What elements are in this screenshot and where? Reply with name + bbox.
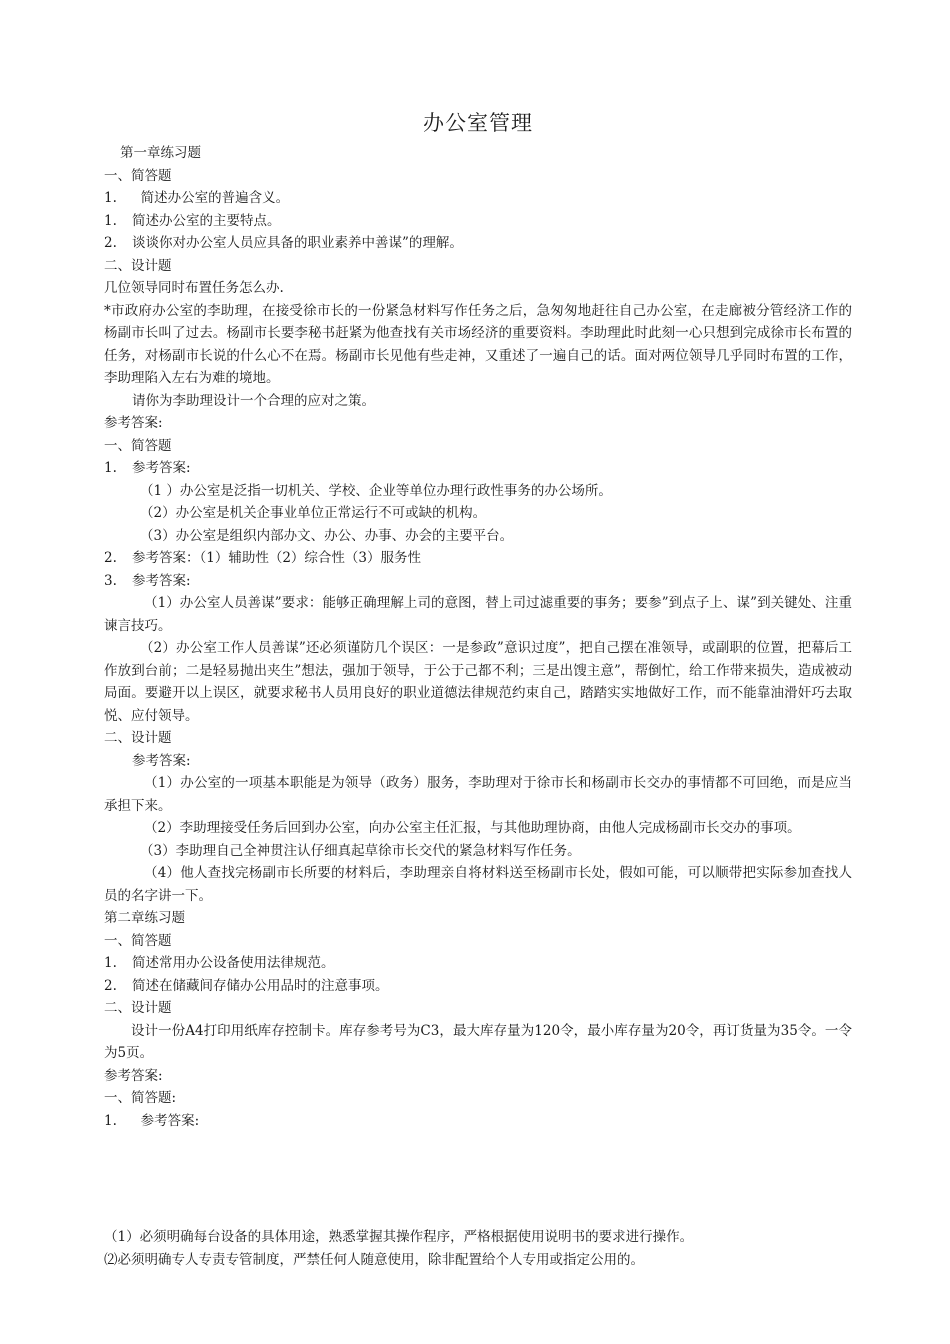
item-text: 简述办公室的普遍含义。 [132, 190, 290, 206]
item-number: 3. [104, 572, 117, 589]
answer-heading: 参考答案: [104, 1067, 163, 1084]
answer-point: ⑵必须明确专人专责专管制度，严禁任何人随意使用，除非配置给个人专用或指定公用的。 [104, 1251, 644, 1268]
answer-point: （1）必须明确每台设备的具体用途，熟悉掌握其操作程序，严格根据使用说明书的要求进行操作。 [104, 1229, 694, 1245]
item-text: 简述在储藏间存储办公用品时的注意事项。 [132, 977, 389, 994]
section-heading: 二、设计题 [104, 257, 172, 274]
item-number: 1. [104, 190, 117, 206]
answer-paragraph: （4）他人查找完杨副市长所要的材料后，李助理亲自将材料送至杨副市长处，假如可能，可以顺带把实际参加查找人员的名字讲一下。 [104, 865, 852, 904]
item-number: 1. [104, 460, 117, 476]
answer-paragraph: （2）李助理接受任务后回到办公室，向办公室主任汇报，与其他助理协商，由他人完成杨副市长交办的事项。 [144, 820, 801, 836]
answer-paragraph: （2）办公室工作人员善谋”还必须谨防几个误区：一是参政”意识过度”，把自己摆在准领导，或副职的位置，把幕后工作放到台前；二是轻易抛出夹生”想法，强加于领导，于公于己都不利；三是出馊主意”，帮倒忙，给工作带来损失，造成被动局面。要避开以上误区，就要求秘书人员用良好的职业道德法律规范约束自己，踏踏实实地做好工作，而不能靠油滑奸巧去取悦、应付领导。 [104, 640, 852, 724]
item-text: 参考答案: [132, 572, 191, 589]
section-heading: 二、设计题 [104, 730, 172, 746]
answer-paragraph: （3）李助理自己全神贯注认仔细真起草徐市长交代的紧急材料写作任务。 [140, 842, 581, 859]
document-title: 办公室管理 [423, 111, 533, 135]
answer-paragraph: （1）办公室的一项基本职能是为领导（政务）服务，李助理对于徐市长和杨副市长交办的事情都不可回绝，而是应当承担下来。 [104, 775, 852, 814]
item-number: 2. [104, 550, 117, 566]
answer-item [104, 570, 852, 593]
answer-item [104, 1110, 852, 1133]
question-item [104, 187, 852, 210]
document-page [104, 108, 852, 1132]
section-heading: 一、简答题 [104, 932, 172, 949]
item-text: 简述常用办公设备使用法律规范。 [132, 955, 335, 971]
answer-paragraph: （1）办公室人员善谋”要求：能够正确理解上司的意图，替上司过滤重要的事务；要参”到点子上、谋”到关键处、注重谏言技巧。 [104, 595, 852, 634]
answer-item [104, 457, 852, 480]
answer-item [104, 547, 852, 570]
chapter-1-heading: 第一章练习题 [120, 145, 201, 161]
answer-point: （2）办公室是机关企事业单位正常运行不可或缺的机构。 [140, 505, 487, 521]
question-item [104, 975, 852, 998]
design-question: 设计一份A4打印用纸库存控制卡。库存参考号为C3，最大库存量为120令，最小库存量为20令，再订货量为35令。一令为5页。 [104, 1022, 852, 1061]
case-body: *市政府办公室的李助理，在接受徐市长的一份紧急材料写作任务之后，急匆匆地赶往自己办公室，在走廊被分管经济工作的杨副市长叫了过去。杨副市长要李秘书赶紧为他查找有关市场经济的重要资料。李助理此时此刻一心只想到完成徐市长布置的任务，对杨副市长说的什么心不在焉。杨副市长见他有些走神，又重述了一遍自己的话。面对两位领导几乎同时布置的工作，李助理陷入左右为难的境地。 [104, 302, 852, 386]
item-text: 简述办公室的主要特点。 [132, 212, 281, 229]
section-heading: 二、设计题 [104, 1000, 172, 1016]
item-number: 2. [104, 235, 117, 251]
answer-footer [104, 1226, 864, 1271]
section-heading: 一、简答题: [104, 1090, 177, 1106]
item-text: 谈谈你对办公室人员应具备的职业素养中善谋”的理解。 [132, 235, 463, 251]
answer-point: （3）办公室是组织内部办文、办公、办事、办会的主要平台。 [140, 527, 514, 544]
item-number: 1. [104, 955, 117, 971]
section-heading: 一、简答题 [104, 167, 172, 184]
item-text: 参考答案: [132, 460, 191, 476]
answer-point: （1 ）办公室是泛指一切机关、学校、企业等单位办理行政性事务的办公场所。 [140, 482, 612, 499]
item-text: 参考答案：（1）辅助性（2）综合性（3）服务性 [132, 550, 422, 566]
question-item [104, 952, 852, 975]
item-text: 参考答案: [132, 1112, 200, 1129]
case-question: 请你为李助理设计一个合理的应对之策。 [132, 392, 375, 409]
question-item [104, 210, 852, 233]
question-item [104, 232, 852, 255]
answer-label: 参考答案: [132, 752, 191, 769]
section-heading: 一、简答题 [104, 437, 172, 454]
item-number: 1. [104, 212, 117, 229]
answer-heading: 参考答案: [104, 415, 163, 431]
item-number: 2. [104, 977, 117, 994]
item-number: 1. [104, 1112, 117, 1129]
chapter-2-heading: 第二章练习题 [104, 910, 185, 926]
case-title: 几位领导同时布置任务怎么办. [104, 280, 284, 296]
